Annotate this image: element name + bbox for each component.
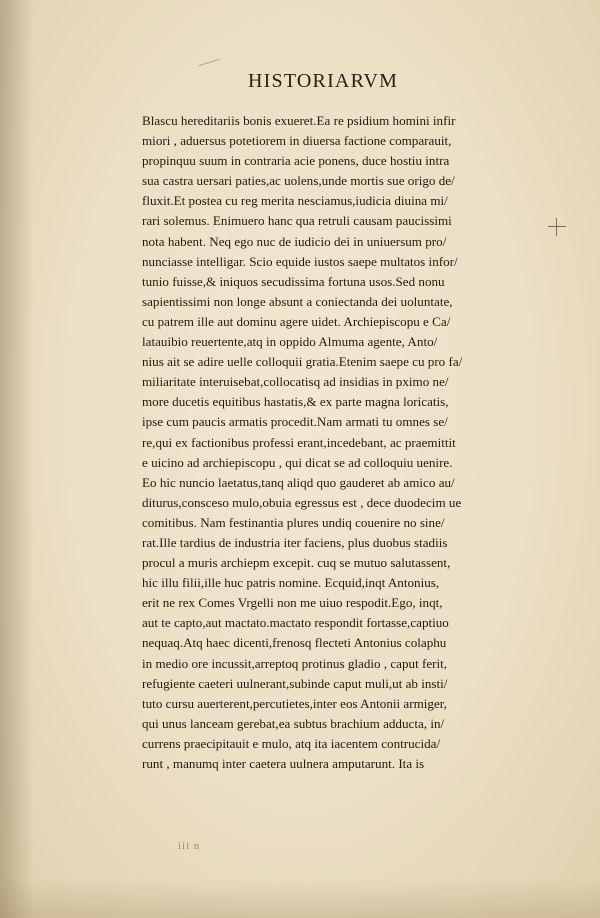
text-line: more ducetis equitibus hastatis,& ex parte magna loricatis, [142,394,449,410]
text-line: sapientissimi non longe absunt a coniectanda dei uoluntate, [142,293,453,309]
text-line: refugiente caeteri uulnerant,subinde caput muli,ut ab insti/ [142,675,448,691]
text-line: in medio ore incussit,arreptoq protinus gladio , caput ferit, [142,655,448,671]
text-line: re,qui ex factionibus professi erant,incedebant, ac praemittit [142,434,456,450]
text-line: currens praecipitauit e mulo, atq ita iacentem contrucida/ [142,735,441,751]
text-line: procul a muris archiepm excepit. cuq se mutuo salutassent, [142,555,451,571]
text-line: tuto cursu auerterent,percutietes,inter eos Antonii armiger, [142,695,447,711]
text-line: miliaritate interuisebat,collocatisq ad insidias in pximo ne/ [142,374,449,390]
text-line: hic illu filii,ille huc patris nomine. Ecquid,inqt Antonius, [142,575,440,591]
registration-cross-mark [548,218,566,236]
binding-shadow [0,0,34,918]
text-line: aut te capto,aut mactato.mactato respondit fortasse,captiuo [142,615,449,631]
text-line: fluxit.Et postea cu reg merita nesciamus,iudicia diuina mi/ [142,193,448,209]
text-line: erit ne rex Comes Vrgelli non me uiuo respodit.Ego, inqt, [142,595,443,611]
text-line: e uicino ad archiepiscopu , qui dicat se ad colloquiu uenire. [142,454,453,470]
text-line: nunciasse intelligar. Scio equide iustos saepe multatos infor/ [142,253,458,269]
text-line: tunio fuisse,& iniquos secudissima fortuna usos.Sed nonu [142,273,445,289]
text-line: cu patrem ille aut dominu agere uidet. Archiepiscopu e Ca/ [142,313,451,329]
text-line: ipse cum paucis armatis procedit.Nam armati tu omnes se/ [142,414,448,430]
text-line: nota habent. Neq ego nuc de iudicio dei in uniuersum pro/ [142,233,447,249]
text-line: rari solemus. Enimuero hanc qua retruli causam paucissimi [142,213,452,229]
text-line: runt , manumq inter caetera uulnera amputarunt. Ita is [142,756,425,771]
text-line: propinquu suum in contraria acie ponens, duce hostiu intra [142,153,450,169]
body-text [142,111,512,774]
text-line: comitibus. Nam festinantia plures undiq couenire no sine/ [142,514,445,530]
text-line: Eo hic nuncio laetatus,tanq aliqd quo gauderet ab amico au/ [142,474,455,490]
text-line: latauibio reuertente,atq in oppido Almuma agente, Anto/ [142,334,438,350]
pencil-mark [198,59,219,67]
text-line: nius ait se adire uelle colloquii gratia.Etenim saepe cu pro fa/ [142,354,463,370]
text-line: qui unus lanceam gerebat,ea subtus brachium adducta, in/ [142,715,445,731]
text-line: nequaq.Atq haec dicenti,frenosq flecteti Antonius colaphu [142,635,447,651]
signature-mark: iii n [178,840,201,852]
text-line: sua castra uersari paties,ac uolens,unde mortis sue origo de/ [142,173,455,189]
text-line: Blascu hereditariis bonis exueret.Ea re psidium homini infir [142,113,456,128]
text-line: miori , aduersus potetiorem in diuersa factione comparauit, [142,133,452,149]
text-line: diturus,consceso mulo,obuia egressus est , dece duodecim ue [142,494,462,510]
text-line: rat.Ille tardius de industria iter faciens, plus duobus stadiis [142,534,448,550]
page-bottom-shading [0,878,600,918]
running-head: HISTORIARVM [248,70,399,92]
